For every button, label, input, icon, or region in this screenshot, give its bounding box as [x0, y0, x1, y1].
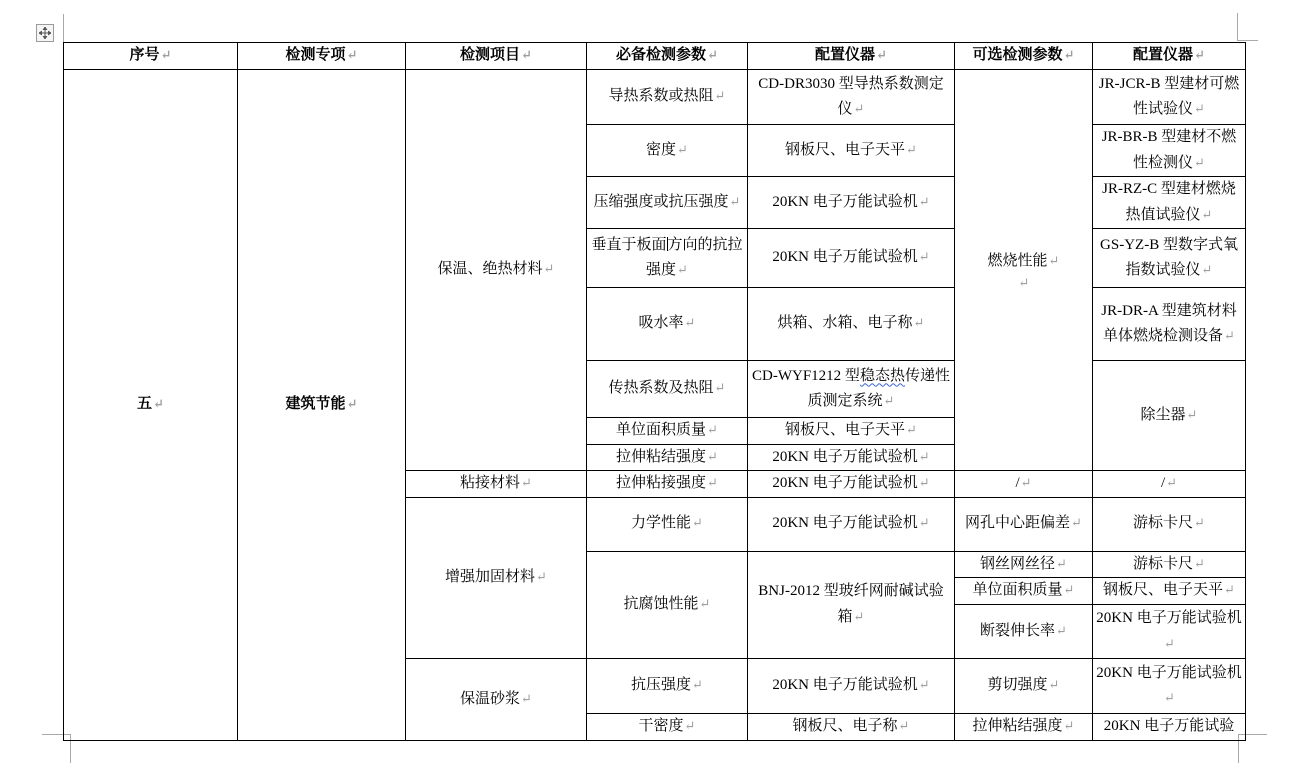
header-serial-label: 序号	[129, 47, 160, 64]
cell-param-tensile-bond-strength-2[interactable]	[587, 471, 748, 498]
cell-param-compressive-2[interactable]	[587, 659, 748, 714]
paragraph-mark: ↵	[1201, 206, 1213, 222]
cell-inst-20kn-3[interactable]	[748, 444, 955, 471]
paragraph-mark: ↵	[918, 515, 930, 531]
header-required-param-label: 必备检测参数	[616, 47, 707, 64]
cell-inst-20kn-6[interactable]	[1093, 605, 1246, 659]
cell-optional-slash-inst[interactable]	[1093, 471, 1246, 498]
paragraph-mark: ↵	[1063, 718, 1075, 733]
paragraph-mark: ↵	[1224, 582, 1235, 598]
cell-inst-20kn-8[interactable]	[1093, 659, 1246, 714]
paragraph-mark: ↵	[160, 47, 172, 63]
header-instrument-2[interactable]	[1093, 43, 1246, 70]
paragraph-mark: ↵	[1018, 274, 1030, 290]
cell-param-water-absorption[interactable]	[587, 288, 748, 361]
header-specialty-label: 检测专项	[285, 47, 346, 64]
param-text: 密度	[646, 141, 677, 158]
cell-inst-steel-rule-balance-3[interactable]	[1093, 578, 1246, 605]
paragraph-mark: ↵	[684, 315, 696, 331]
paragraph-mark: ↵	[707, 422, 718, 437]
detection-equipment-table	[63, 42, 1246, 741]
header-instrument-2-label: 配置仪器	[1133, 47, 1194, 64]
header-optional-param[interactable]	[955, 43, 1093, 70]
inst-text: 20KN 电子万能试验机	[772, 515, 918, 532]
paragraph-mark: ↵	[1020, 475, 1032, 490]
inst-text: 游标卡尺	[1133, 555, 1194, 572]
inst-text: JR-BR-B 型建材不燃性检测仪	[1101, 129, 1237, 171]
cell-inst-20kn-1[interactable]	[748, 177, 955, 229]
cell-item-bonding[interactable]	[406, 471, 587, 498]
paragraph-mark: ↵	[1166, 475, 1178, 490]
paragraph-mark: ↵	[1194, 154, 1205, 170]
header-optional-param-label: 可选检测参数	[972, 47, 1063, 64]
cell-param-mechanical[interactable]	[587, 497, 748, 551]
optional-param-text: 燃烧性能	[987, 253, 1048, 270]
cell-inst-jr-jcr-b[interactable]	[1093, 70, 1246, 125]
inst-text: CD-WYF1212 型	[752, 367, 860, 384]
param-text: 干密度	[638, 718, 684, 734]
table-move-handle[interactable]	[36, 24, 54, 42]
text-boundary-mark-top-right-v	[1237, 13, 1238, 41]
cell-inst-caliper-1[interactable]	[1093, 497, 1246, 551]
paragraph-mark: ↵	[1194, 515, 1205, 531]
cell-inst-cd-wyf1212[interactable]	[748, 361, 955, 418]
paragraph-mark: ↵	[918, 677, 930, 693]
serial-number: 五	[137, 396, 153, 412]
param-text: 抗腐蚀性能	[623, 596, 699, 612]
optional-param-text: 拉伸粘结强度	[972, 718, 1063, 734]
cell-param-density[interactable]	[587, 125, 748, 177]
inst-text: 钢板尺、电子天平	[785, 141, 906, 158]
paragraph-mark: ↵	[1048, 253, 1060, 269]
inst-text: 20KN 电子万能试验机	[772, 677, 918, 694]
paragraph-mark: ↵	[521, 690, 532, 706]
cell-optional-slash-param[interactable]	[955, 471, 1093, 498]
optional-param-text: 钢丝网丝径	[980, 555, 1056, 572]
inst-text: 20KN 电子万能试验机	[1096, 664, 1242, 681]
param-text: 拉伸粘接强度	[616, 475, 707, 491]
cell-inst-jr-rz-c[interactable]	[1093, 177, 1246, 229]
cell-inst-20kn-2[interactable]	[748, 229, 955, 288]
param-text: 吸水率	[638, 315, 684, 332]
header-item[interactable]	[406, 43, 587, 70]
cell-param-thermal-conductivity[interactable]	[587, 70, 748, 125]
param-text: 导热系数或热阻	[608, 88, 714, 105]
cell-inst-caliper-2[interactable]	[1093, 551, 1246, 578]
specialty-name: 建筑节能	[285, 396, 346, 412]
cell-serial[interactable]	[64, 70, 238, 741]
item-reinforce-label: 增强加固材料	[445, 569, 536, 585]
inst-text: 传递性质测定系统	[807, 367, 950, 409]
table-row	[64, 70, 1246, 125]
paragraph-mark: ↵	[521, 47, 532, 63]
header-instrument-1-label: 配置仪器	[815, 47, 876, 64]
param-text: 方向的抗拉强度	[646, 236, 743, 278]
cell-param-tensile-bond-strength-1[interactable]	[587, 444, 748, 471]
paragraph-mark: ↵	[707, 475, 718, 490]
inst-text: JR-JCR-B 型建材可燃性试验仪	[1098, 75, 1240, 117]
cell-param-heat-transfer[interactable]	[587, 361, 748, 418]
inst-text: 20KN 电子万能试验	[1103, 718, 1235, 734]
paragraph-mark: ↵	[677, 262, 688, 277]
inst-text: 20KN 电子万能试验机	[772, 475, 918, 491]
move-cross-icon	[39, 27, 51, 39]
spellcheck-underlined-text: 稳态热	[859, 367, 905, 384]
cell-optional-mesh-offset[interactable]	[955, 497, 1093, 551]
paragraph-mark: ↵	[1164, 635, 1175, 651]
cell-param-compressive-strength[interactable]	[587, 177, 748, 229]
optional-param-text: 网孔中心距偏差	[965, 515, 1071, 532]
param-text: 传热系数及热阻	[608, 380, 714, 397]
paragraph-mark: ↵	[1194, 47, 1205, 63]
paragraph-mark: ↵	[1048, 677, 1060, 693]
cell-item-mortar[interactable]	[406, 659, 587, 741]
inst-text: GS-YZ-B 型数字式氧指数试验仪	[1100, 236, 1238, 278]
inst-text: JR-DR-A 型建筑材料单体燃烧检测设备	[1101, 302, 1237, 344]
optional-param-text: 剪切强度	[987, 677, 1048, 694]
param-text: 垂直于板面	[591, 236, 667, 253]
paragraph-mark: ↵	[346, 47, 358, 63]
cell-inst-oven-tank-scale[interactable]	[748, 288, 955, 361]
inst-text: 游标卡尺	[1133, 515, 1194, 532]
cell-optional-tensile-bond[interactable]	[955, 714, 1093, 741]
cell-inst-cd-dr3030[interactable]	[748, 70, 955, 125]
inst-text: 钢板尺、电子天平	[785, 422, 906, 438]
optional-param-text: 断裂伸长率	[980, 622, 1056, 639]
cell-inst-jr-dr-a[interactable]	[1093, 288, 1246, 361]
cell-inst-gs-yz-b[interactable]	[1093, 229, 1246, 288]
paragraph-mark: ↵	[913, 315, 925, 331]
paragraph-mark: ↵	[153, 396, 164, 411]
cell-inst-20kn-4[interactable]	[748, 471, 955, 498]
paragraph-mark: ↵	[729, 193, 741, 209]
text-boundary-mark-top-left	[63, 14, 64, 42]
cell-item-reinforce[interactable]	[406, 497, 587, 659]
paragraph-mark: ↵	[692, 677, 703, 693]
paragraph-mark: ↵	[1063, 47, 1075, 63]
cell-optional-wire-diameter[interactable]	[955, 551, 1093, 578]
header-specialty[interactable]	[238, 43, 406, 70]
inst-text: BNJ-2012 型玻纤网耐碱试验箱	[758, 583, 944, 625]
inst-text: 20KN 电子万能试验机	[772, 448, 918, 465]
cell-optional-mass-per-area[interactable]	[955, 578, 1093, 605]
paragraph-mark: ↵	[918, 448, 930, 464]
paragraph-mark: ↵	[898, 718, 910, 733]
item-bonding-label: 粘接材料	[460, 475, 521, 491]
paragraph-mark: ↵	[1224, 328, 1235, 343]
param-text: 力学性能	[631, 515, 692, 532]
cell-inst-jr-br-b[interactable]	[1093, 125, 1246, 177]
paragraph-mark: ↵	[906, 422, 917, 437]
paragraph-mark: ↵	[1063, 582, 1075, 598]
header-instrument-1[interactable]	[748, 43, 955, 70]
optional-param-text: 单位面积质量	[972, 582, 1063, 599]
paragraph-mark: ↵	[707, 47, 718, 63]
header-item-label: 检测项目	[460, 47, 521, 64]
item-mortar-label: 保温砂浆	[460, 690, 521, 707]
cell-param-tensile-perpendicular[interactable]	[587, 229, 748, 288]
text-boundary-mark-top-right-h	[1237, 40, 1258, 41]
optional-param-text: /	[1015, 475, 1020, 491]
cell-inst-bnj-2012[interactable]	[748, 551, 955, 659]
inst-text: CD-DR3030 型导热系数测定仪	[758, 75, 944, 117]
cell-inst-20kn-7[interactable]	[748, 659, 955, 714]
cell-inst-steel-rule-balance-1[interactable]	[748, 125, 955, 177]
cell-inst-steel-rule-balance-2[interactable]	[748, 418, 955, 445]
cell-inst-20kn-5[interactable]	[748, 497, 955, 551]
paragraph-mark: ↵	[1056, 555, 1067, 571]
cell-optional-combustion[interactable]	[955, 70, 1093, 471]
paragraph-mark: ↵	[1071, 515, 1082, 531]
inst-text: 钢板尺、电子天平	[1103, 582, 1224, 599]
paragraph-mark: ↵	[918, 249, 930, 265]
paragraph-mark: ↵	[1201, 262, 1213, 277]
paragraph-mark: ↵	[853, 608, 865, 624]
paragraph-mark: ↵	[853, 101, 865, 116]
cell-specialty[interactable]	[238, 70, 406, 741]
paragraph-mark: ↵	[714, 380, 726, 396]
inst-text: 钢板尺、电子称	[792, 718, 898, 734]
paragraph-mark: ↵	[1194, 555, 1205, 571]
paragraph-mark: ↵	[1056, 622, 1067, 638]
paragraph-mark: ↵	[346, 396, 358, 411]
cell-optional-elongation[interactable]	[955, 605, 1093, 659]
paragraph-mark: ↵	[692, 515, 703, 531]
param-text: 单位面积质量	[616, 422, 707, 438]
paragraph-mark: ↵	[918, 475, 930, 490]
cell-param-corrosion[interactable]	[587, 551, 748, 659]
header-serial[interactable]	[64, 43, 238, 70]
paragraph-mark: ↵	[1164, 690, 1175, 705]
item-insulation-label: 保温、绝热材料	[437, 261, 543, 278]
param-text: 压缩强度或抗压强度	[593, 193, 729, 210]
table-header-row	[64, 43, 1246, 70]
inst-text: 20KN 电子万能试验机	[772, 249, 918, 266]
paragraph-mark: ↵	[876, 47, 887, 63]
cell-inst-20kn-9-cut[interactable]	[1093, 714, 1246, 741]
cell-optional-shear-strength[interactable]	[955, 659, 1093, 714]
paragraph-mark: ↵	[699, 596, 711, 611]
inst-text: 20KN 电子万能试验机	[1096, 610, 1242, 626]
paragraph-mark: ↵	[714, 88, 726, 104]
inst-text: 烘箱、水箱、电子称	[777, 315, 913, 332]
paragraph-mark: ↵	[536, 569, 547, 584]
paragraph-mark: ↵	[707, 448, 718, 464]
paragraph-mark: ↵	[543, 261, 555, 277]
cell-inst-dust-collector[interactable]	[1093, 361, 1246, 471]
cell-item-insulation[interactable]	[406, 70, 587, 471]
param-text: 抗压强度	[631, 677, 692, 694]
paragraph-mark: ↵	[684, 718, 696, 733]
paragraph-mark: ↵	[906, 141, 917, 157]
paragraph-mark: ↵	[883, 393, 895, 408]
param-text: 拉伸粘结强度	[616, 448, 707, 465]
paragraph-mark: ↵	[677, 141, 688, 157]
paragraph-mark: ↵	[521, 475, 532, 490]
header-required-param[interactable]	[587, 43, 748, 70]
inst-text: 除尘器	[1140, 406, 1186, 423]
paragraph-mark: ↵	[918, 193, 930, 209]
cell-inst-steel-rule-scale[interactable]	[748, 714, 955, 741]
cell-param-mass-per-area-1[interactable]	[587, 418, 748, 445]
inst-text: /	[1160, 475, 1166, 491]
paragraph-mark: ↵	[1194, 101, 1205, 116]
inst-text: 20KN 电子万能试验机	[772, 193, 918, 210]
cell-param-dry-density[interactable]	[587, 714, 748, 741]
paragraph-mark: ↵	[1186, 406, 1198, 422]
inst-text: JR-RZ-C 型建材燃烧热值试验仪	[1102, 181, 1236, 223]
